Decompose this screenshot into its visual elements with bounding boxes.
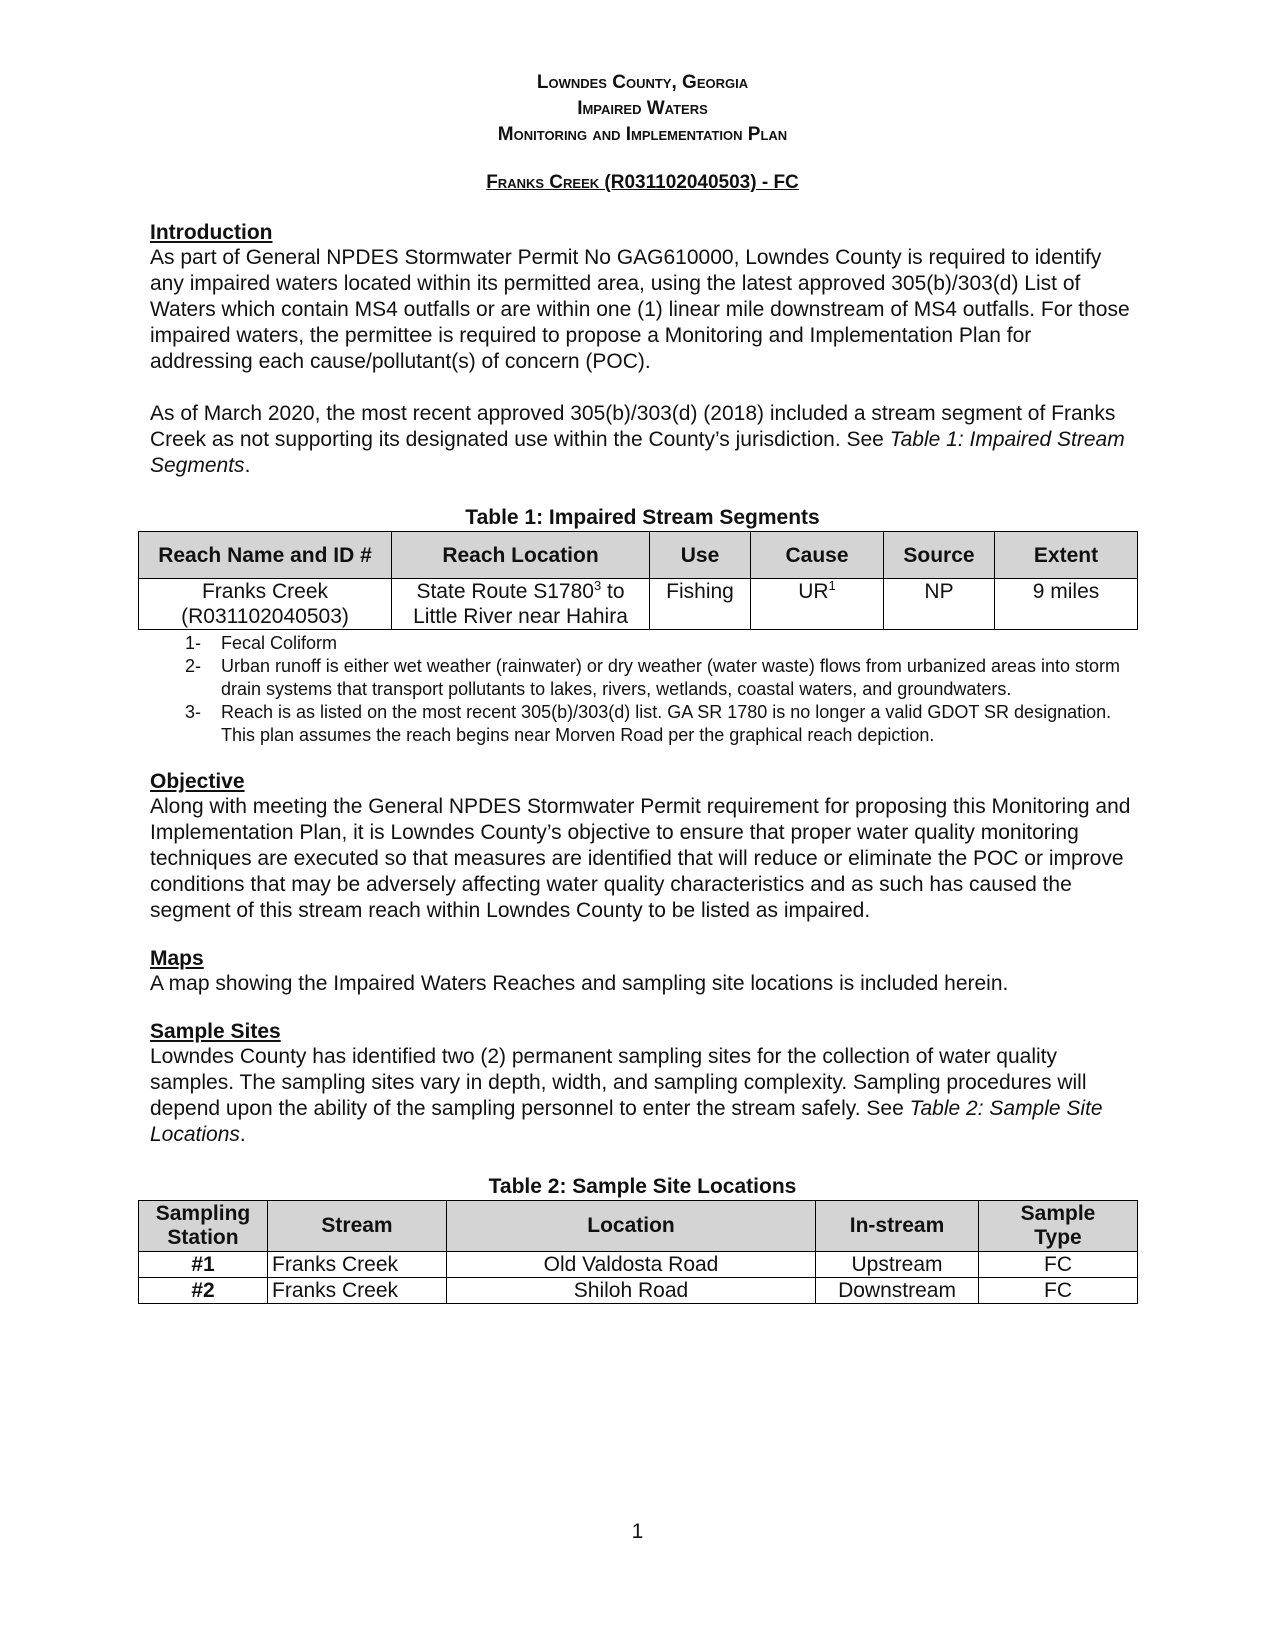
cell-use: Fishing	[650, 579, 751, 630]
maps-heading: Maps	[150, 947, 204, 970]
table1-footnotes	[150, 632, 1135, 747]
cell-reach-name	[139, 579, 392, 630]
footnote-1-marker: 1	[828, 578, 836, 593]
col-header-cause: Cause	[751, 532, 884, 579]
col-header-extent: Extent	[995, 532, 1138, 579]
table-row	[139, 1278, 1138, 1304]
cell-cause	[751, 579, 884, 630]
header-text: Sampling	[155, 1202, 251, 1225]
impaired-segments-table	[138, 531, 1138, 630]
footnote-item	[185, 632, 1135, 655]
introduction-paragraph-1: As part of General NPDES Stormwater Permit No GAG610000, Lowndes County is required to identify any impaired waters located within its permitted area, using the latest approved 305(b)/303(d) List of Waters which contain MS4 outfalls or are within one (1) linear mile downstream of MS4 outfalls. For those impaired waters, the permittee is required to propose a Monitoring and Implementation Plan for addressing each cause/pollutant(s) of concern (POC).	[150, 246, 1130, 373]
introduction-paragraph-2	[150, 401, 1135, 479]
table2-caption: Table 2: Sample Site Locations	[488, 1175, 797, 1198]
col-header-reach-location: Reach Location	[392, 532, 650, 579]
header-text: Type	[1034, 1226, 1082, 1249]
cell-source: NP	[884, 579, 995, 630]
reach-location-to: to	[601, 580, 625, 603]
cell-extent: 9 miles	[995, 579, 1138, 630]
cell-location: Old Valdosta Road	[447, 1252, 816, 1278]
cause-value: UR	[798, 580, 829, 603]
sample-sites-paragraph	[150, 1044, 1135, 1148]
col-header-use: Use	[650, 532, 751, 579]
footnote-text: Fecal Coliform	[221, 633, 338, 653]
cell-sample-type: FC	[979, 1278, 1138, 1304]
sample-sites-end: .	[239, 1123, 246, 1146]
cell-location: Shiloh Road	[447, 1278, 816, 1304]
page-number: 1	[631, 1520, 644, 1543]
col-header-source: Source	[884, 532, 995, 579]
cell-station: #2	[139, 1278, 268, 1304]
cell-reach-location	[392, 579, 650, 630]
header-text: Station	[167, 1226, 239, 1249]
cell-sample-type: FC	[979, 1252, 1138, 1278]
table-row	[139, 1252, 1138, 1278]
footnote-text: Urban runoff is either wet weather (rainwater) or dry weather (water waste) flows from urbanized areas into storm drain systems that transport pollutants to lakes, rivers, wetlands, coastal waters, and groundwaters.	[221, 656, 1121, 699]
document-page	[150, 70, 1135, 1304]
table2-reference: Table 2: Sample Site Locations	[150, 1097, 1103, 1146]
reach-location-end: Little River near Hahira	[413, 605, 628, 628]
col-header-stream: Stream	[268, 1201, 447, 1252]
cell-station: #1	[139, 1252, 268, 1278]
footnote-number: 1-	[185, 633, 202, 653]
objective-paragraph: Along with meeting the General NPDES Stormwater Permit requirement for proposing this Monitoring and Implementation Plan, it is Lowndes County’s objective to ensure that proper water quality monitoring techniques are executed so that measures are identified that will reduce or eliminate the POC or improve conditions that may be adversely affecting water quality characteristics and as such has caused the segment of this stream reach within Lowndes County to be listed as impaired.	[150, 795, 1131, 922]
page-title: Franks Creek (R031102040503) - FC	[486, 172, 799, 193]
objective-heading: Objective	[150, 770, 245, 793]
header-subtitle: Impaired Waters	[577, 98, 708, 119]
sample-sites-table	[138, 1200, 1138, 1304]
table-row	[139, 579, 1138, 630]
footnote-item	[185, 655, 1135, 701]
introduction-paragraph-2-end: .	[244, 454, 251, 477]
col-header-sampling-station	[139, 1201, 268, 1252]
col-header-reach-name: Reach Name and ID #	[139, 532, 392, 579]
sample-sites-heading: Sample Sites	[150, 1020, 281, 1043]
maps-paragraph: A map showing the Impaired Waters Reaches and sampling site locations is included herein.	[150, 972, 1009, 995]
sample-sites-text: Lowndes County has identified two (2) permanent sampling sites for the collection of water quality samples. The sampling sites vary in depth, width, and sampling complexity. Sampling procedures will depend upon the ability of the sampling personnel to enter the stream safely. See	[150, 1045, 1087, 1120]
reach-name: Franks Creek	[201, 580, 329, 603]
col-header-in-stream: In-stream	[816, 1201, 979, 1252]
reach-location-start: State Route S1780	[416, 580, 594, 603]
table1-reference: Table 1: Impaired Stream Segments	[150, 428, 1125, 477]
cell-in-stream: Downstream	[816, 1278, 979, 1304]
cell-stream: Franks Creek	[268, 1278, 447, 1304]
reach-id: (R031102040503)	[181, 605, 349, 628]
header-text: Sample	[1020, 1202, 1096, 1225]
footnote-item	[185, 701, 1135, 747]
footnote-number: 2-	[185, 656, 202, 676]
footnote-3-marker: 3	[593, 578, 602, 593]
table-header-row	[139, 1201, 1138, 1252]
col-header-sample-type	[979, 1201, 1138, 1252]
table-header-row	[139, 532, 1138, 579]
cell-stream: Franks Creek	[268, 1252, 447, 1278]
header-plan: Monitoring and Implementation Plan	[497, 124, 788, 145]
col-header-location: Location	[447, 1201, 816, 1252]
table1-caption: Table 1: Impaired Stream Segments	[465, 506, 820, 529]
header-county: Lowndes County, Georgia	[536, 72, 749, 93]
cell-in-stream: Upstream	[816, 1252, 979, 1278]
footnote-number: 3-	[185, 702, 202, 722]
introduction-paragraph-2-text: As of March 2020, the most recent approved 305(b)/303(d) (2018) included a stream segment of Franks Creek as not supporting its designated use within the County’s jurisdiction. See	[150, 402, 1116, 451]
introduction-heading: Introduction	[150, 221, 273, 244]
footnote-text: Reach is as listed on the most recent 305(b)/303(d) list. GA SR 1780 is no longer a valid GDOT SR designation. This plan assumes the reach begins near Morven Road per the graphical reach depiction.	[221, 702, 1112, 745]
